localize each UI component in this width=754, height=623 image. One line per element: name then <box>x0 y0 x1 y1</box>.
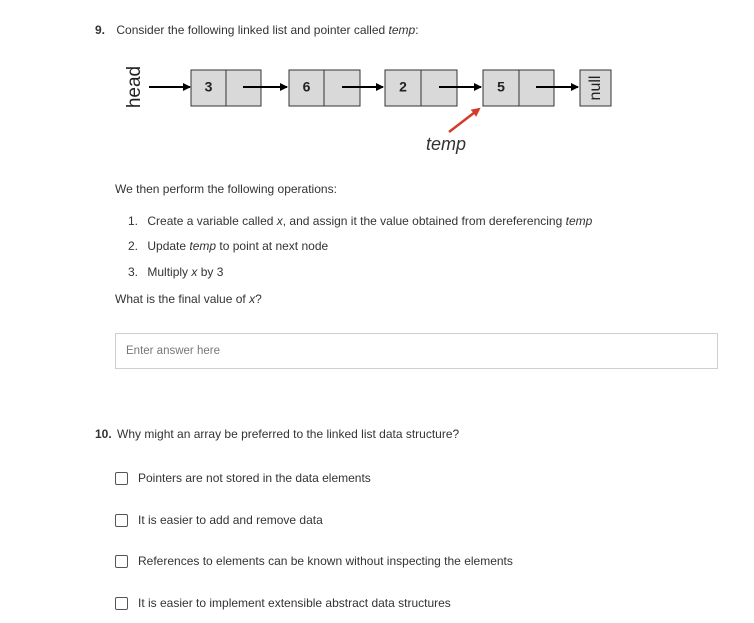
step-3-text-2: by 3 <box>197 265 224 279</box>
node-4-value: 5 <box>497 78 505 95</box>
answer-input[interactable] <box>116 334 717 368</box>
option-4-label: It is easier to implement extensible abstract data structures <box>138 596 451 610</box>
q9-intro: We then perform the following operations: <box>115 182 337 196</box>
node-1-value: 3 <box>204 78 213 95</box>
q9-step-2 <box>128 239 328 253</box>
option-3-label: References to elements can be known without inspecting the elements <box>138 554 513 568</box>
node-2-value: 6 <box>302 78 311 95</box>
step-2-temp: temp <box>189 239 217 253</box>
head-label: head <box>124 65 146 109</box>
q9-prompt <box>95 23 419 37</box>
null-node <box>580 70 611 106</box>
q9-question-text: What is the final value of <box>115 292 250 306</box>
q10-option-2[interactable] <box>115 513 323 527</box>
step-3-text: Multiply <box>147 265 192 279</box>
option-3-checkbox[interactable] <box>115 555 128 568</box>
option-1-checkbox[interactable] <box>115 472 128 485</box>
step-1-text-2: , and assign it the value obtained from dereferencing <box>282 214 566 228</box>
null-label: null <box>587 75 605 101</box>
step-3-number: 3. <box>128 265 139 279</box>
linked-list-diagram <box>115 58 625 158</box>
q10-prompt <box>95 427 459 441</box>
q10-prompt-text: Why might an array be preferred to the linked list data structure? <box>117 427 460 441</box>
q9-number: 9. <box>95 23 106 37</box>
step-1-temp: temp <box>565 214 593 228</box>
step-1-text: Create a variable called <box>147 214 277 228</box>
q10-number: 10. <box>95 427 112 441</box>
q9-question <box>115 292 262 306</box>
q9-step-1 <box>128 214 592 228</box>
q9-prompt-text: Consider the following linked list and pointer called <box>116 23 389 37</box>
step-2-text-2: to point at next node <box>216 239 329 253</box>
option-1-label: Pointers are not stored in the data elements <box>138 471 371 485</box>
step-2-text: Update <box>147 239 190 253</box>
q9-prompt-temp: temp <box>388 23 416 37</box>
option-2-label: It is easier to add and remove data <box>138 513 323 527</box>
option-4-checkbox[interactable] <box>115 597 128 610</box>
option-2-checkbox[interactable] <box>115 514 128 527</box>
temp-pointer-label: temp <box>425 133 467 154</box>
q10-option-3[interactable] <box>115 554 513 568</box>
temp-pointer-arrow <box>449 109 479 132</box>
q9-prompt-colon: : <box>415 23 419 37</box>
answer-field-container <box>115 333 718 369</box>
q9-question-mark: ? <box>255 292 262 306</box>
step-1-number: 1. <box>128 214 139 228</box>
node-3-value: 2 <box>399 78 407 95</box>
q10-option-4[interactable] <box>115 596 451 610</box>
step-1-x: x <box>276 214 283 228</box>
q10-option-1[interactable] <box>115 471 371 485</box>
step-2-number: 2. <box>128 239 139 253</box>
q9-question-x: x <box>249 292 256 306</box>
step-3-x: x <box>191 265 198 279</box>
q9-step-3 <box>128 265 223 279</box>
